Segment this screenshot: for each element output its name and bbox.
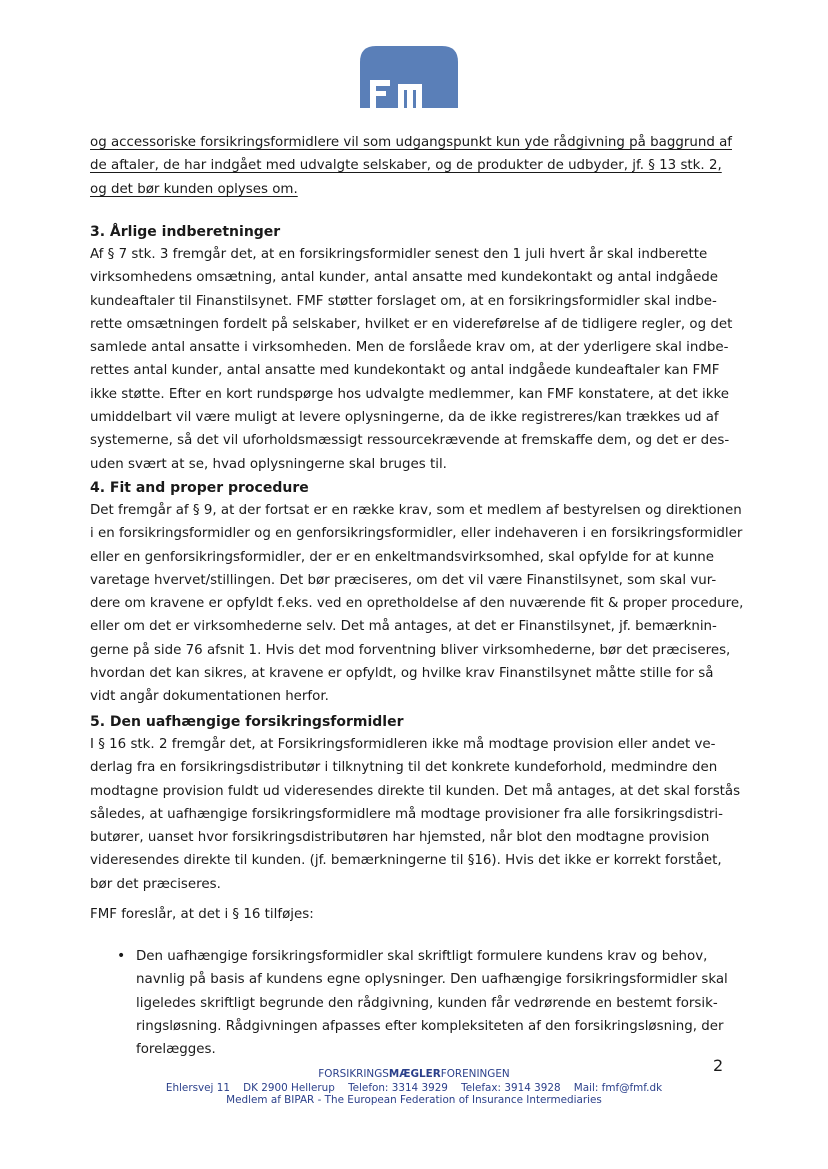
footer-org-part: MÆGLER	[388, 1068, 441, 1080]
bullet-marker: •	[117, 948, 126, 964]
footer-org-part: FORSIKRINGS	[318, 1068, 389, 1080]
footer-address: Ehlersvej 11 DK 2900 Hellerup Telefon: 3314 3929 Telefax: 3914 3928 Mail: fmf@fmf.dk	[165, 1082, 663, 1094]
page-number: 2	[713, 1056, 724, 1075]
proposal-intro	[90, 903, 730, 926]
text-line: forelægges.	[136, 1042, 216, 1058]
section-4-body	[90, 499, 744, 709]
text-line: systemerne, så det vil uforholdsmæssigt ressourcekrævende at fremskaffe dem, og det er des-	[90, 433, 730, 449]
text-line: Det fremgår af § 9, at der fortsat er en række krav, som et medlem af bestyrelsen og direktionen	[90, 503, 742, 518]
text-line: samlede antal ansatte i virksomheden. Men de forslåede krav om, at der yderligere skal indbe-	[90, 340, 729, 356]
text-line: ligeledes skriftligt begrunde den rådgivning, kunden får vedrørende en bestemt forsik-	[136, 995, 718, 1011]
text-line: gerne på side 76 afsnit 1. Hvis det mod forventning bliver virksomhederne, bør det præciseres,	[90, 642, 731, 658]
bullet-item	[136, 945, 728, 1061]
text-line: eller om det er virksomhederne selv. Det må antages, at det er Finanstilsynet, jf. bemærknin-	[90, 619, 717, 635]
text-line: og det bør kunden oplyses om.	[90, 181, 298, 197]
text-line: butører, uanset hvor forsikringsdistributøren har hjemsted, når blot den modtagne provision	[90, 830, 710, 846]
section-5-body	[90, 733, 741, 896]
text-line: ringsløsning. Rådgivningen afpasses efter kompleksiteten af den forsikringsløsning, der	[136, 1018, 724, 1034]
footer-organization	[0, 1067, 828, 1081]
section-3-heading: 3. Årlige indberetninger	[90, 224, 281, 240]
text-line: i en forsikringsformidler og en genforsikringsformidler, eller indehaveren i en forsikringsformidler	[90, 526, 743, 542]
text-line: hvordan det kan sikres, at kravene er opfyldt, og hvilke krav Finanstilsynet måtte stille for så	[90, 666, 714, 682]
text-line: virksomhedens omsætning, antal kunder, antal ansatte med kundekontakt og antal indgåede	[90, 270, 719, 286]
footer-membership: Medlem af BIPAR - The European Federation of Insurance Intermediaries	[226, 1094, 602, 1106]
text-line: bør det præciseres.	[90, 876, 221, 892]
text-line: rettes antal kunder, antal ansatte med kundekontakt og antal indgåede kundeaftaler kan FMF	[90, 363, 720, 379]
section-3-body	[90, 243, 733, 476]
text-line: vidt angår dokumentationen herfor.	[90, 689, 329, 705]
intro-paragraph	[90, 131, 730, 201]
text-line: kundeaftaler til Finanstilsynet. FMF støtter forslaget om, at en forsikringsformidler skal indbe-	[90, 293, 717, 309]
text-line: og accessoriske forsikringsformidlere vil som udgangspunkt kun yde rådgivning på baggrund af	[90, 135, 732, 150]
text-line: FMF foreslår, at det i § 16 tilføjes:	[90, 907, 314, 922]
section-4-heading: 4. Fit and proper procedure	[90, 480, 309, 496]
footer-org-part: FORENINGEN	[440, 1068, 510, 1080]
text-line: I § 16 stk. 2 fremgår det, at Forsikringsformidleren ikke må modtage provision eller andet ve-	[90, 737, 716, 752]
text-line: ikke støtte. Efter en kort rundspørge hos udvalgte medlemmer, kan FMF konstatere, at det ikke	[90, 386, 730, 402]
text-line: umiddelbart vil være muligt at levere oplysningerne, da de ikke registreres/kan trækkes ud af	[90, 410, 719, 426]
text-line: Af § 7 stk. 3 fremgår det, at en forsikringsformidler senest den 1 juli hvert år skal indberette	[90, 247, 708, 262]
fmf-logo	[358, 44, 460, 110]
section-5-heading: 5. Den uafhængige forsikringsformidler	[90, 714, 404, 730]
text-line: dere om kravene er opfyldt f.eks. ved en opretholdelse af den nuværende fit & proper procedure,	[90, 596, 744, 612]
text-line: rette omsætningen fordelt på selskaber, hvilket er en videreførelse af de tidligere regler, og det	[90, 316, 733, 332]
text-line: uden svært at se, hvad oplysningerne skal bruges til.	[90, 456, 447, 472]
text-line: Den uafhængige forsikringsformidler skal skriftligt formulere kundens krav og behov,	[136, 949, 708, 964]
text-line: modtagne provision fuldt ud videresendes direkte til kunden. Det må antages, at det skal forstås	[90, 783, 741, 799]
text-line: eller en genforsikringsformidler, der er en enkeltmandsvirksomhed, skal opfylde for at kunne	[90, 549, 715, 565]
text-line: videresendes direkte til kunden. (jf. bemærkningerne til §16). Hvis det ikke er korrekt forstået,	[90, 853, 722, 869]
text-line: de aftaler, de har indgået med udvalgte selskaber, og de produkter de udbyder, jf. § 13 stk. 2,	[90, 158, 722, 174]
text-line: derlag fra en forsikringsdistributør i tilknytning til det konkrete kundeforhold, medmindre den	[90, 760, 718, 776]
text-line: varetage hvervet/stillingen. Det bør præciseres, om det vil være Finanstilsynet, som skal vur-	[90, 572, 717, 588]
text-line: således, at uafhængige forsikringsformidlere må modtage provisioner fra alle forsikringsdistri-	[90, 806, 723, 822]
text-line: navnlig på basis af kundens egne oplysninger. Den uafhængige forsikringsformidler skal	[136, 972, 728, 988]
